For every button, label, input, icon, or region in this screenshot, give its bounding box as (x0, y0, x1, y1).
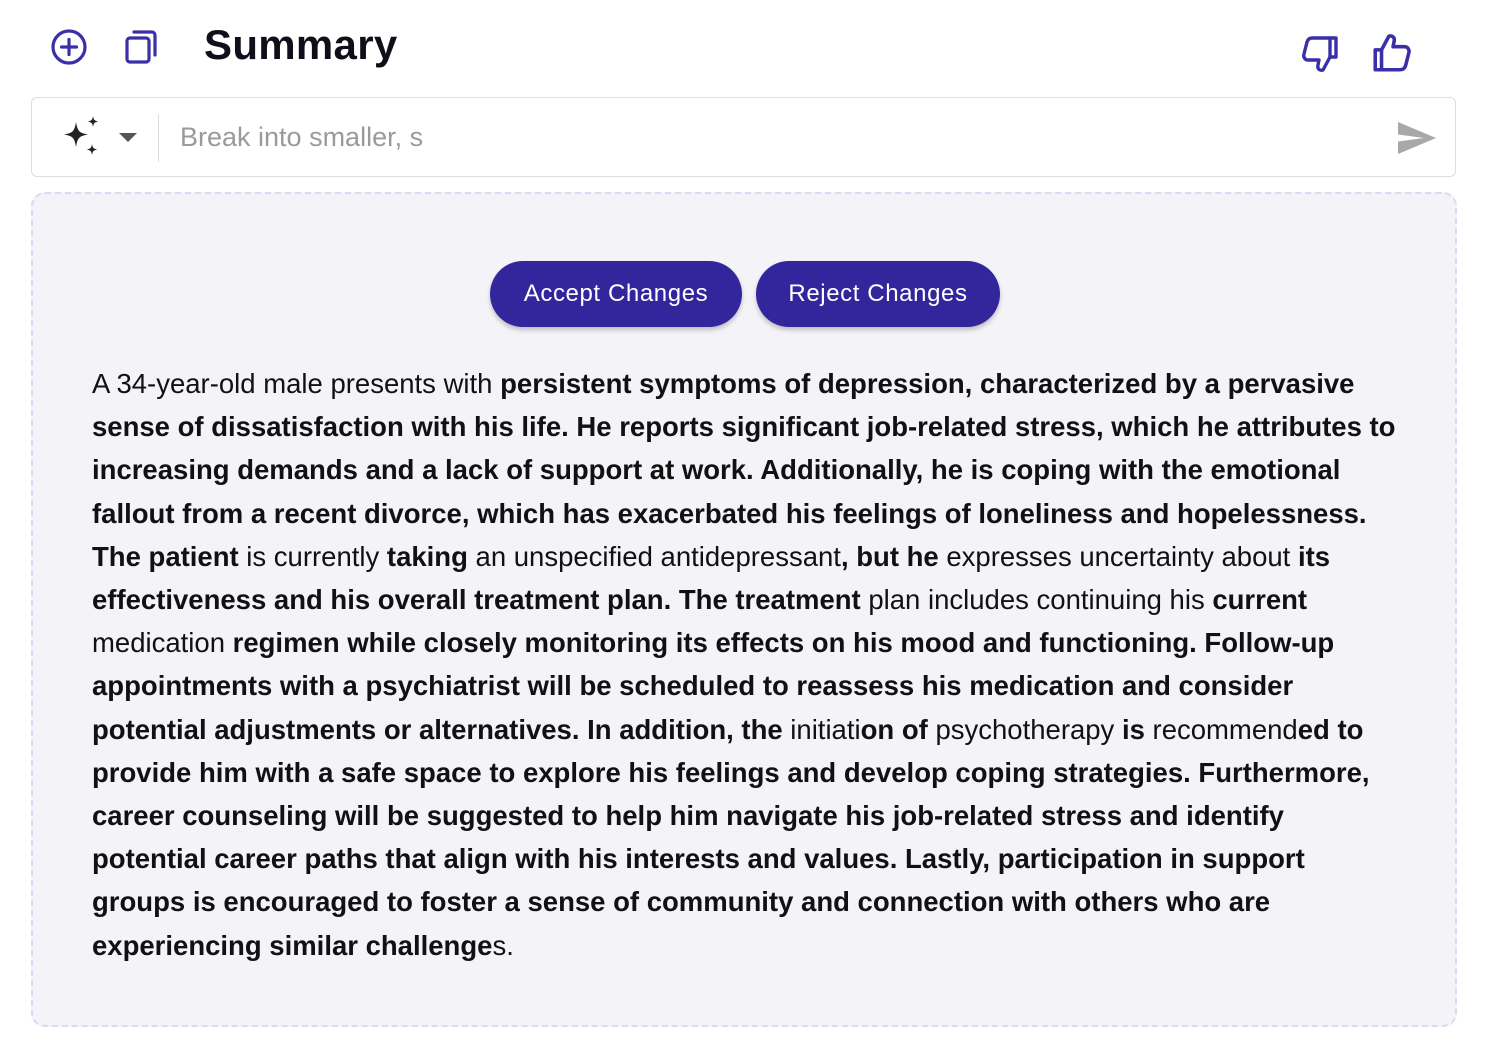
dislike-button[interactable] (1298, 32, 1342, 76)
summary-bold-segment: current (1212, 584, 1308, 616)
add-button[interactable] (46, 24, 90, 68)
summary-bold-segment: regimen while closely monitoring its effects on his mood and functioning. Follow-up appointments with a psychiatrist will be scheduled to reassess his medication and consider potential adjustments or alternatives. In addition, the (92, 627, 1335, 745)
summary-bold-segment: its effectiveness and his overall treatment plan. The treatment (92, 540, 1331, 616)
thumbs-down-icon (1299, 33, 1341, 75)
divider (158, 114, 159, 162)
summary-bold-segment: persistent symptoms of depression, characterized by a pervasive sense of dissatisfaction with his life. He reports significant job-related stress, which he attributes to increasing demands and a lack of support at work. Additionally, he is coping with the emotional fallout from a recent divorce, which has exacerbated his feelings of loneliness and hopelessness. The patient (92, 368, 1396, 572)
summary-panel (31, 192, 1457, 1027)
reject-changes-button[interactable]: Reject Changes (756, 261, 1000, 327)
accept-changes-button[interactable]: Accept Changes (490, 261, 742, 327)
summary-segment: s. (492, 929, 514, 961)
header (0, 0, 1486, 92)
prompt-input[interactable] (180, 112, 1360, 162)
summary-segment: medication (92, 627, 233, 659)
prompt-bar (31, 97, 1456, 177)
summary-segment: plan includes continuing his (860, 584, 1213, 616)
copy-icon (120, 26, 160, 66)
copy-button[interactable] (118, 24, 162, 68)
sparkles-icon (58, 114, 104, 160)
summary-segment: expresses uncertainty about (938, 540, 1298, 572)
summary-segment: A 34-year-old male presents with (92, 368, 501, 399)
summary-segment: an unspecified antidepressant (467, 540, 841, 572)
summary-bold-segment: taking (386, 540, 468, 572)
thumbs-up-icon (1370, 31, 1414, 75)
summary-text (92, 362, 1402, 967)
summary-bold-segment: is (1121, 713, 1145, 745)
like-button[interactable] (1368, 30, 1416, 76)
plus-circle-icon (48, 26, 88, 66)
summary-segment: initiati (782, 713, 861, 745)
summary-segment: psychotherapy (927, 713, 1122, 745)
summary-bold-segment: , but he (840, 540, 939, 572)
summary-bold-segment: ed to provide him with a safe space to explore his feelings and develop coping strategies. Furthermore, career counseling will be suggested to help him navigate his job-related stress and identify potential career paths that align with his interests and values. Lastly, participation in support groups is encouraged to foster a sense of community and connection with others who are experiencing similar challenge (92, 713, 1370, 961)
summary-segment: is currently (238, 540, 387, 572)
send-icon (1395, 118, 1439, 158)
page-title: Summary (204, 21, 398, 68)
ai-model-selector[interactable] (58, 114, 148, 160)
summary-segment: recommend (1144, 713, 1298, 745)
caret-down-icon (114, 127, 142, 147)
send-button[interactable] (1392, 116, 1442, 160)
summary-bold-segment: on of (860, 713, 928, 745)
